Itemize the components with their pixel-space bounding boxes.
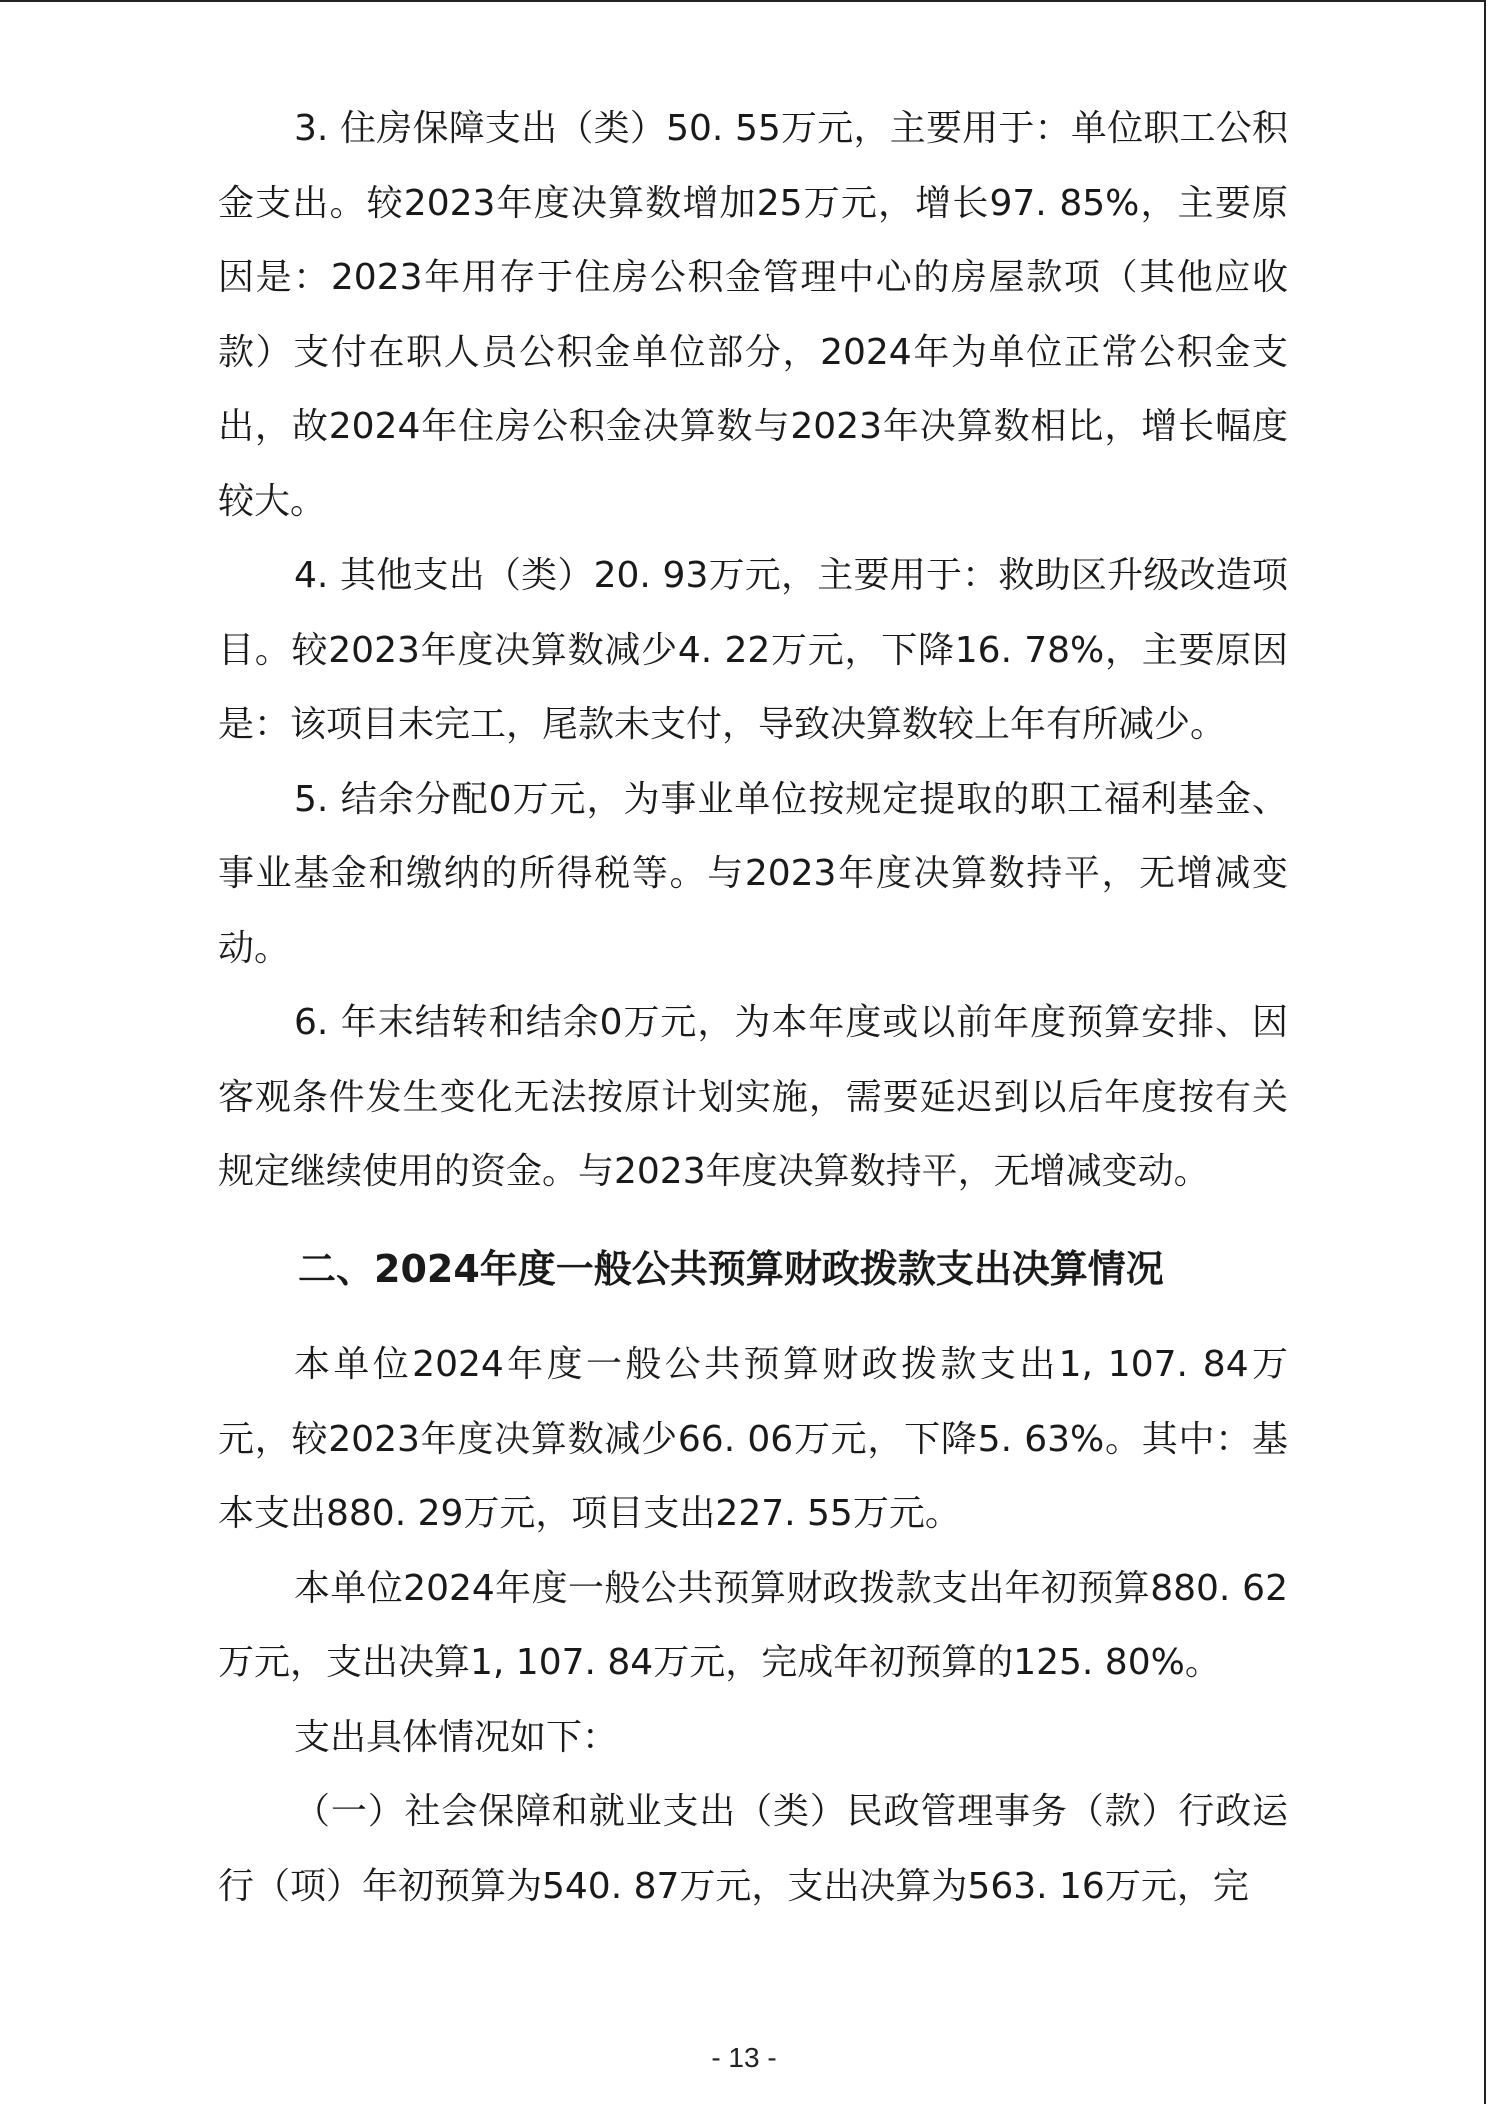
paragraph-other-expenditure: 4. 其他支出（类）20. 93万元，主要用于：救助区升级改造项目。较2023年度决算数减少4. 22万元，下降16. 78%，主要原因是：该项目未完工，尾款未支付，导致决算数较上年有所减少。	[218, 555, 1288, 745]
paragraph-budget-completion: 本单位2024年度一般公共预算财政拨款支出年初预算880. 62万元，支出决算1, 107. 84万元，完成年初预算的125. 80%。	[218, 1567, 1288, 1683]
section-heading: 二、2024年度一般公共预算财政拨款支出决算情况	[298, 1246, 1164, 1291]
paragraph-social-security: （一）社会保障和就业支出（类）民政管理事务（款）行政运行（项）年初预算为540. 87万元，支出决算为563. 16万元，完	[218, 1791, 1288, 1907]
paragraph-housing-expenditure: 3. 住房保障支出（类）50. 55万元，主要用于：单位职工公积金支出。较2023年度决算数增加25万元，增长97. 85%，主要原因是：2023年用存于住房公积金管理中心的房屋款项（其他应收款）支付在职人员公积金单位部分，2024年为单位正常公积金支出，故2024年住房公积金决算数与2023年决算数相比，增长幅度较大。	[218, 108, 1288, 522]
paragraph-details-intro: 支出具体情况如下：	[294, 1716, 619, 1758]
paragraph-total-expenditure: 本单位2024年度一般公共预算财政拨款支出1, 107. 84万元，较2023年度决算数减少66. 06万元，下降5. 63%。其中：基本支出880. 29万元，项目支出227. 55万元。	[218, 1344, 1288, 1534]
paragraph-year-end-carryover: 6. 年末结转和结余0万元，为本年度或以前年度预算安排、因客观条件发生变化无法按原计划实施，需要延迟到以后年度按有关规定继续使用的资金。与2023年度决算数持平，无增减变动。	[218, 1002, 1288, 1192]
paragraph-surplus-distribution: 5. 结余分配0万元，为事业单位按规定提取的职工福利基金、事业基金和缴纳的所得税等。与2023年度决算数持平，无增减变动。	[218, 778, 1288, 969]
page-number: - 13 -	[711, 2042, 777, 2073]
page-body	[218, 92, 1288, 1924]
